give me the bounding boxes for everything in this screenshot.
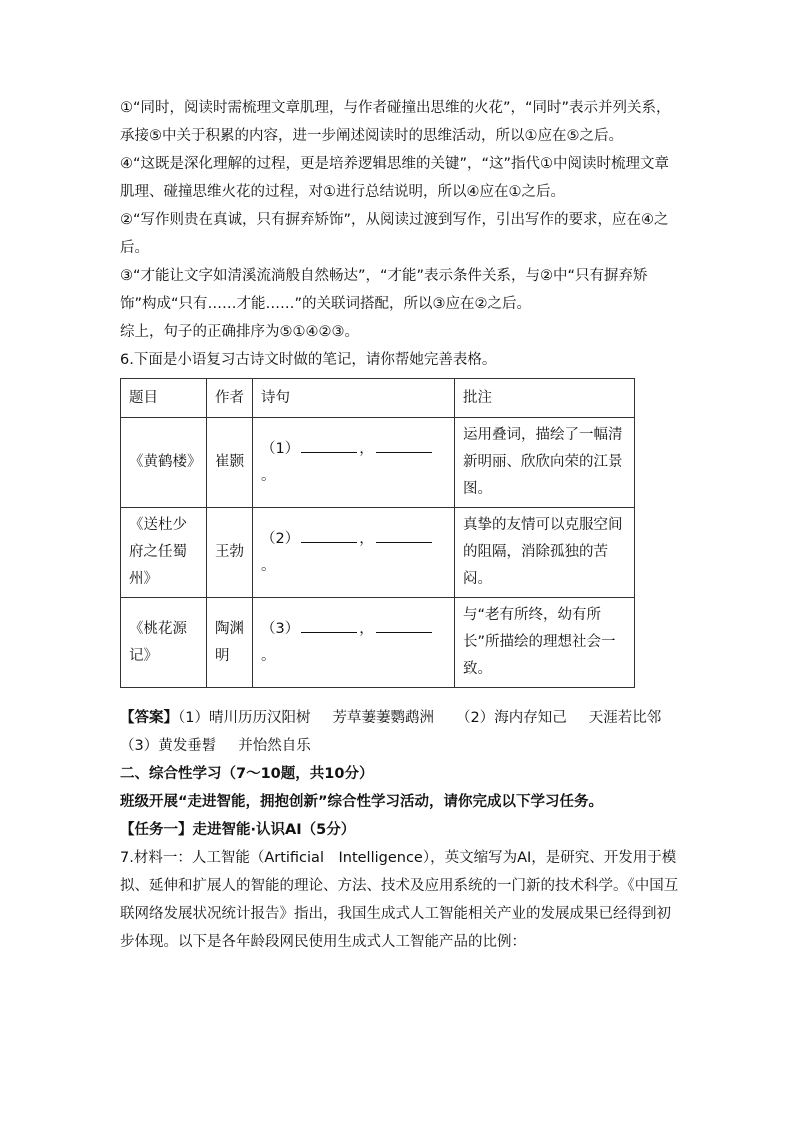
answer-item: 并怡然自乐 bbox=[238, 738, 311, 754]
poem-title: 《送杜少府之任蜀州》 bbox=[121, 508, 207, 598]
fill-blank[interactable] bbox=[376, 618, 432, 633]
table-header-row bbox=[121, 379, 635, 418]
header-lines: 诗句 bbox=[253, 379, 455, 418]
answer-line-1 bbox=[120, 704, 680, 732]
analysis-conclusion: 综上，句子的正确排序为⑤①④②③。 bbox=[120, 324, 359, 340]
poem-blank-cell bbox=[253, 508, 455, 598]
header-author: 作者 bbox=[207, 379, 253, 418]
answer-item: 天涯若比邻 bbox=[588, 710, 662, 726]
question-7-material: 7.材料一：人工智能（Artificial Intelligence），英文缩写为AI，是研究、开发用于模拟、延伸和扩展人的智能的理论、方法、技术及应用系统的一门新的技术科学。《中国互联网络发展状况统计报告》指出，我国生成式人工智能相关产业的发展成果已经得到初步体现。以下是各年龄段网民使用生成式人工智能产品的比例： bbox=[120, 850, 679, 950]
answer-item: （2）海内存知己 bbox=[455, 710, 567, 726]
blank-comma: ， bbox=[359, 440, 374, 457]
answer-label: 【答案】 bbox=[120, 710, 178, 726]
fill-blank[interactable] bbox=[376, 528, 432, 543]
answer-item: （3）黄发垂髫 bbox=[120, 738, 217, 754]
analysis-paragraph-4: ③“才能让文字如清溪流淌般自然畅达”，“才能”表示条件关系，与②中“只有摒弃矫饰”构成“只有……才能……”的关联词搭配，所以③应在②之后。 bbox=[120, 268, 648, 312]
blank-number: （2） bbox=[261, 530, 300, 547]
blank-period: 。 bbox=[261, 467, 276, 484]
table-row bbox=[121, 508, 635, 598]
poetry-notes-table bbox=[120, 378, 635, 688]
analysis-paragraph-1: ①“同时，阅读时需梳理文章肌理，与作者碰撞出思维的火花”，“同时”表示并列关系，承接⑤中关于积累的内容，进一步阐述阅读时的思维活动，所以①应在⑤之后。 bbox=[120, 100, 671, 144]
answer-item: 芳草萋萋鹦鹉洲 bbox=[332, 710, 434, 726]
poem-note: 运用叠词，描绘了一幅清新明丽、欣欣向荣的江景图。 bbox=[455, 418, 635, 508]
table-row bbox=[121, 418, 635, 508]
answer-line-2 bbox=[120, 732, 680, 760]
blank-comma: ， bbox=[359, 530, 374, 547]
fill-blank[interactable] bbox=[301, 528, 357, 543]
answer-item: （1）晴川历历汉阳树 bbox=[178, 710, 311, 726]
blank-comma: ， bbox=[359, 620, 374, 637]
section-2-intro: 班级开展“走进智能，拥抱创新”综合性学习活动，请你完成以下学习任务。 bbox=[120, 794, 604, 810]
poem-author: 王勃 bbox=[207, 508, 253, 598]
poem-title: 《桃花源记》 bbox=[121, 598, 207, 688]
poem-author: 崔颢 bbox=[207, 418, 253, 508]
poem-blank-cell bbox=[253, 418, 455, 508]
task-1-heading: 【任务一】走进智能·认识AI（5分） bbox=[120, 822, 356, 838]
poem-title: 《黄鹤楼》 bbox=[121, 418, 207, 508]
poem-note: 与“老有所终，幼有所长”所描绘的理想社会一致。 bbox=[455, 598, 635, 688]
fill-blank[interactable] bbox=[376, 438, 432, 453]
section-2-heading: 二、综合性学习（7～10题，共10分） bbox=[120, 766, 374, 782]
blank-number: （3） bbox=[261, 620, 300, 637]
analysis-paragraph-3: ②“写作则贵在真诚，只有摒弃矫饰”，从阅读过渡到写作，引出写作的要求，应在④之后。 bbox=[120, 212, 669, 256]
poem-note: 真挚的友情可以克服空间的阻隔，消除孤独的苦闷。 bbox=[455, 508, 635, 598]
blank-period: 。 bbox=[261, 557, 276, 574]
blank-number: （1） bbox=[261, 440, 300, 457]
poem-blank-cell bbox=[253, 598, 455, 688]
header-note: 批注 bbox=[455, 379, 635, 418]
poem-author: 陶渊明 bbox=[207, 598, 253, 688]
fill-blank[interactable] bbox=[301, 438, 357, 453]
fill-blank[interactable] bbox=[301, 618, 357, 633]
question-6-stem: 6.下面是小语复习古诗文时做的笔记，请你帮她完善表格。 bbox=[120, 352, 497, 368]
header-title: 题目 bbox=[121, 379, 207, 418]
analysis-paragraph-2: ④“这既是深化理解的过程，更是培养逻辑思维的关键”，“这”指代①中阅读时梳理文章肌理、碰撞思维火花的过程，对①进行总结说明，所以④应在①之后。 bbox=[120, 156, 670, 200]
table-row bbox=[121, 598, 635, 688]
blank-period: 。 bbox=[261, 647, 276, 664]
document-page bbox=[120, 94, 680, 956]
